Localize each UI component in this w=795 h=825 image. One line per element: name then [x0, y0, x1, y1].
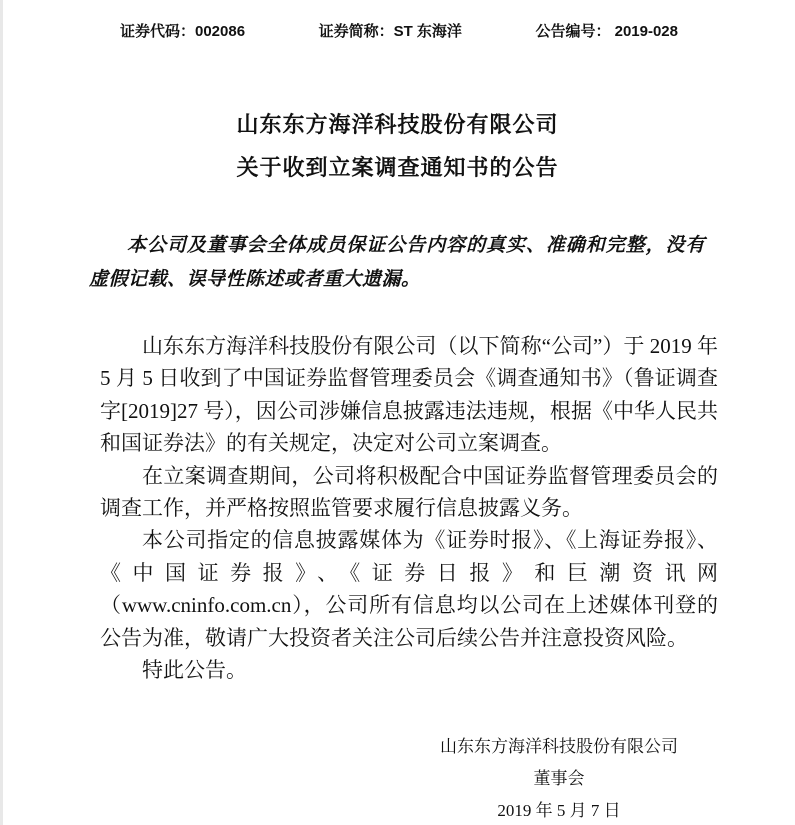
document-header: [120, 21, 678, 42]
paragraph-disclosure-media: 本公司指定的信息披露媒体为《证券时报》、《上海证券报》、《中国证券报》、《证券日报》和巨潮资讯网（www.cninfo.com.cn），公司所有信息均以公司在上述媒体刊登的公告为准，敬请广大投资者关注公司后续公告并注意投资风险。: [100, 528, 718, 650]
signature-board: 董事会: [533, 769, 585, 788]
title-subject-line: 关于收到立案调查通知书的公告: [236, 155, 559, 180]
document-body: [100, 330, 718, 686]
stock-abbreviation: 证券简称：ST 东海洋: [318, 23, 462, 40]
document-title: [0, 103, 795, 189]
signature-block: [440, 731, 678, 825]
paragraph-closing-remark: 特此公告。: [142, 658, 247, 683]
paragraph-cooperation-pledge: 在立案调查期间，公司将积极配合中国证券监督管理委员会的调查工作，并严格按照监管要求履行信息披露义务。: [100, 463, 718, 521]
board-disclaimer-statement: 本公司及董事会全体成员保证公告内容的真实、准确和完整，没有虚假记载、误导性陈述或者重大遗漏。: [89, 235, 705, 290]
title-company-line: 山东东方海洋科技股份有限公司: [236, 112, 559, 137]
paragraph-investigation-notice: 山东东方海洋科技股份有限公司（以下简称“公司”）于 2019 年 5 月 5 日收到了中国证券监督管理委员会《调查通知书》（鲁证调查字[2019]27 号），因公司涉嫌信息披露违法违规，根据《中华人民共和国证券法》的有关规定，决定对公司立案调查。: [100, 334, 718, 456]
signature-date: 2019 年 5 月 7 日: [497, 801, 621, 820]
announcement-number: 公告编号： 2019-028: [535, 23, 678, 40]
stock-code: 证券代码：002086: [120, 23, 246, 40]
signature-company: 山东东方海洋科技股份有限公司: [440, 737, 678, 756]
